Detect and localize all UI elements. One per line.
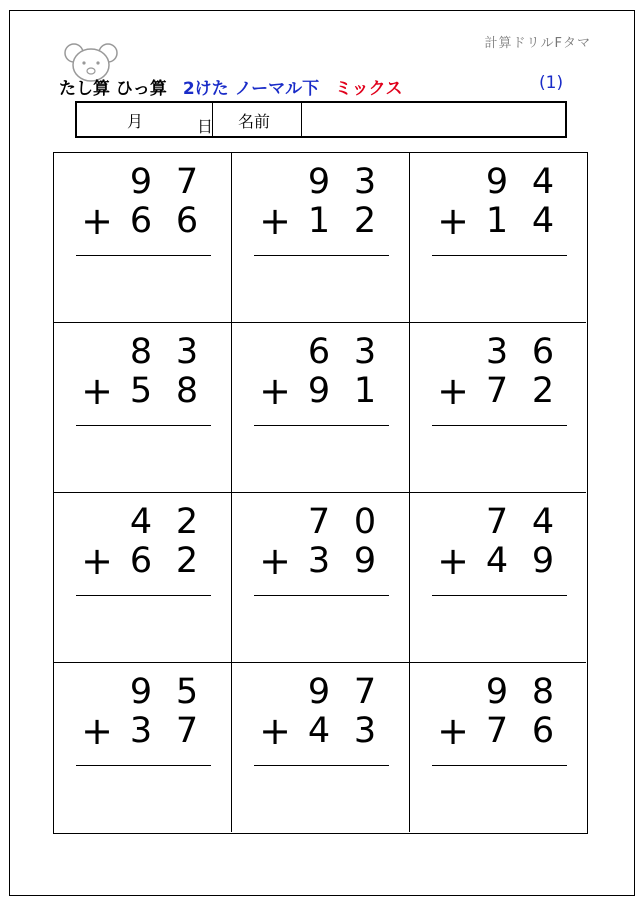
bottom-ones-digit: 6 [175,201,199,241]
bottom-tens-digit: 6 [129,201,153,241]
answer-line [76,255,211,256]
name-field[interactable] [302,103,565,136]
plus-sign: + [437,709,469,753]
problem-cell[interactable] [410,323,586,493]
top-ones-digit: 6 [531,332,555,372]
problem-cell[interactable] [410,663,586,832]
top-tens-digit: 8 [129,332,153,372]
bottom-ones-digit: 2 [353,201,377,241]
top-ones-digit: 3 [353,162,377,202]
answer-line [432,425,567,426]
bottom-tens-digit: 9 [307,371,331,411]
top-ones-digit: 2 [175,502,199,542]
answer-line [76,765,211,766]
plus-sign: + [259,369,291,413]
bottom-tens-digit: 4 [485,541,509,581]
top-tens-digit: 9 [485,162,509,202]
plus-sign: + [81,709,113,753]
answer-line [254,425,389,426]
top-ones-digit: 4 [531,502,555,542]
bottom-ones-digit: 4 [531,201,555,241]
top-ones-digit: 0 [353,502,377,542]
bottom-tens-digit: 5 [129,371,153,411]
bottom-tens-digit: 7 [485,371,509,411]
bottom-ones-digit: 1 [353,371,377,411]
bottom-tens-digit: 3 [129,711,153,751]
answer-line [432,255,567,256]
bottom-ones-digit: 7 [175,711,199,751]
month-label: 月 [127,112,144,131]
problem-cell[interactable] [232,663,410,832]
sheet-number: (1) [539,73,564,93]
plus-sign: + [437,369,469,413]
answer-line [254,765,389,766]
brand-label: 計算ドリルFタマ [484,36,591,51]
top-tens-digit: 4 [129,502,153,542]
plus-sign: + [259,539,291,583]
top-ones-digit: 3 [353,332,377,372]
bottom-ones-digit: 2 [531,371,555,411]
problem-grid [53,152,588,834]
bottom-ones-digit: 8 [175,371,199,411]
answer-line [254,595,389,596]
top-tens-digit: 6 [307,332,331,372]
top-ones-digit: 3 [175,332,199,372]
problem-cell[interactable] [54,493,232,663]
bottom-ones-digit: 9 [531,541,555,581]
top-tens-digit: 9 [129,672,153,712]
top-tens-digit: 9 [307,672,331,712]
date-field[interactable] [77,103,213,136]
worksheet-title [59,74,413,99]
day-label: 日 [196,117,213,136]
problem-cell[interactable] [410,493,586,663]
name-date-box [75,101,567,138]
bottom-tens-digit: 1 [307,201,331,241]
top-tens-digit: 7 [485,502,509,542]
bottom-tens-digit: 7 [485,711,509,751]
name-label-cell [213,103,302,136]
bottom-ones-digit: 2 [175,541,199,581]
problem-cell[interactable] [410,153,586,323]
bottom-ones-digit: 3 [353,711,377,751]
problem-cell[interactable] [232,323,410,493]
plus-sign: + [259,709,291,753]
plus-sign: + [81,539,113,583]
plus-sign: + [437,199,469,243]
plus-sign: + [437,539,469,583]
top-tens-digit: 7 [307,502,331,542]
bottom-tens-digit: 1 [485,201,509,241]
top-ones-digit: 8 [531,672,555,712]
top-tens-digit: 9 [129,162,153,202]
plus-sign: + [81,369,113,413]
top-ones-digit: 7 [175,162,199,202]
bottom-tens-digit: 4 [307,711,331,751]
problem-cell[interactable] [232,493,410,663]
title-topic: たし算 ひっ算 [59,79,167,99]
answer-line [432,765,567,766]
title-variant: ミックス [335,79,403,99]
top-tens-digit: 9 [307,162,331,202]
answer-line [76,425,211,426]
top-tens-digit: 3 [485,332,509,372]
top-ones-digit: 4 [531,162,555,202]
title-level: 2けた ノーマル下 [182,79,320,99]
bottom-ones-digit: 6 [531,711,555,751]
plus-sign: + [81,199,113,243]
bottom-ones-digit: 9 [353,541,377,581]
top-tens-digit: 9 [485,672,509,712]
plus-sign: + [259,199,291,243]
problem-cell[interactable] [54,663,232,832]
answer-line [76,595,211,596]
bottom-tens-digit: 6 [129,541,153,581]
top-ones-digit: 7 [353,672,377,712]
answer-line [432,595,567,596]
bottom-tens-digit: 3 [307,541,331,581]
answer-line [254,255,389,256]
top-ones-digit: 5 [175,672,199,712]
problem-cell[interactable] [54,323,232,493]
problem-cell[interactable] [232,153,410,323]
name-label: 名前 [238,112,271,131]
problem-cell[interactable] [54,153,232,323]
